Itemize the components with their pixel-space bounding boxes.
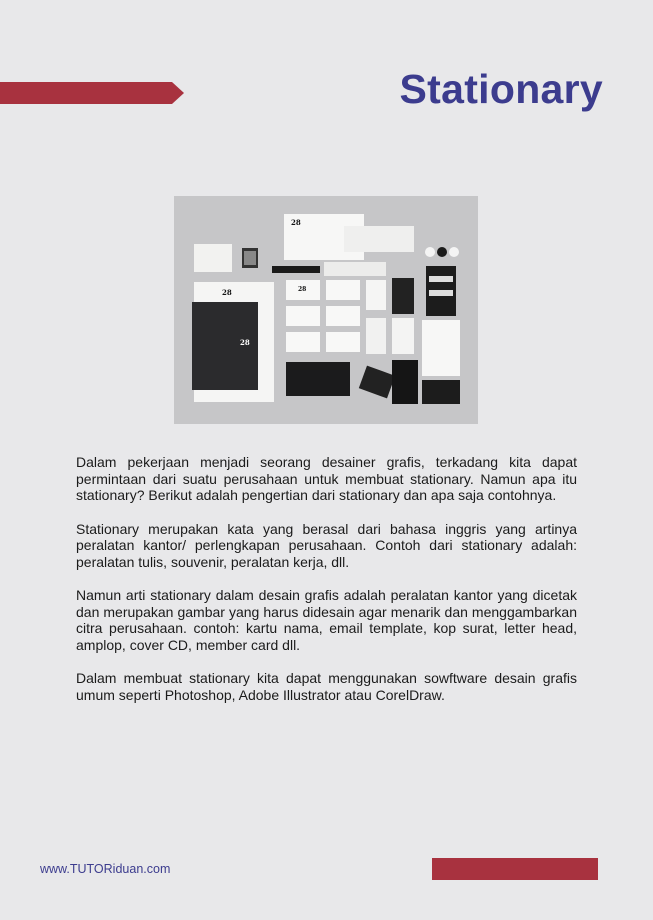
paragraph-1: Dalam pekerjaan menjadi seorang desainer grafis, terkadang kita dapat permintaan dari suatu perusahaan untuk membuat stationary. Namun apa itu stationary? Berikut adalah pengertian dari stationary dan apa saja contohnya.	[76, 454, 577, 503]
header-accent-arrow	[0, 82, 184, 104]
paragraph-3: Namun arti stationary dalam desain grafis adalah peralatan kantor yang dicetak dan merupakan gambar yang harus didesain agar menarik dan menggambarkan citra perusahaan. contoh: kartu nama, email template, kop surat, letter head, amplop, cover CD, member card dll.	[76, 587, 577, 653]
paragraph-2: Stationary merupakan kata yang berasal dari bahasa inggris yang artinya peralatan kantor/ perlengkapan perusahaan. Contoh dari stationary adalah: peralatan tulis, souvenir, peralatan kerja, dll.	[76, 520, 577, 570]
footer-url[interactable]: www.TUTORiduan.com	[40, 862, 171, 876]
mockup-logo: 28	[291, 218, 301, 227]
svg-text:28: 28	[298, 286, 307, 293]
svg-text:28: 28	[222, 288, 232, 297]
svg-text:28: 28	[240, 338, 250, 347]
page-title: Stationary	[399, 66, 603, 112]
stationery-set-photo	[174, 196, 478, 424]
paragraph-4: Dalam membuat stationary kita dapat menggunakan sowftware desain grafis umum seperti Photoshop, Adobe Illustrator atau CorelDraw.	[76, 670, 577, 703]
footer-accent-bar	[432, 858, 598, 880]
body-text	[76, 454, 577, 720]
